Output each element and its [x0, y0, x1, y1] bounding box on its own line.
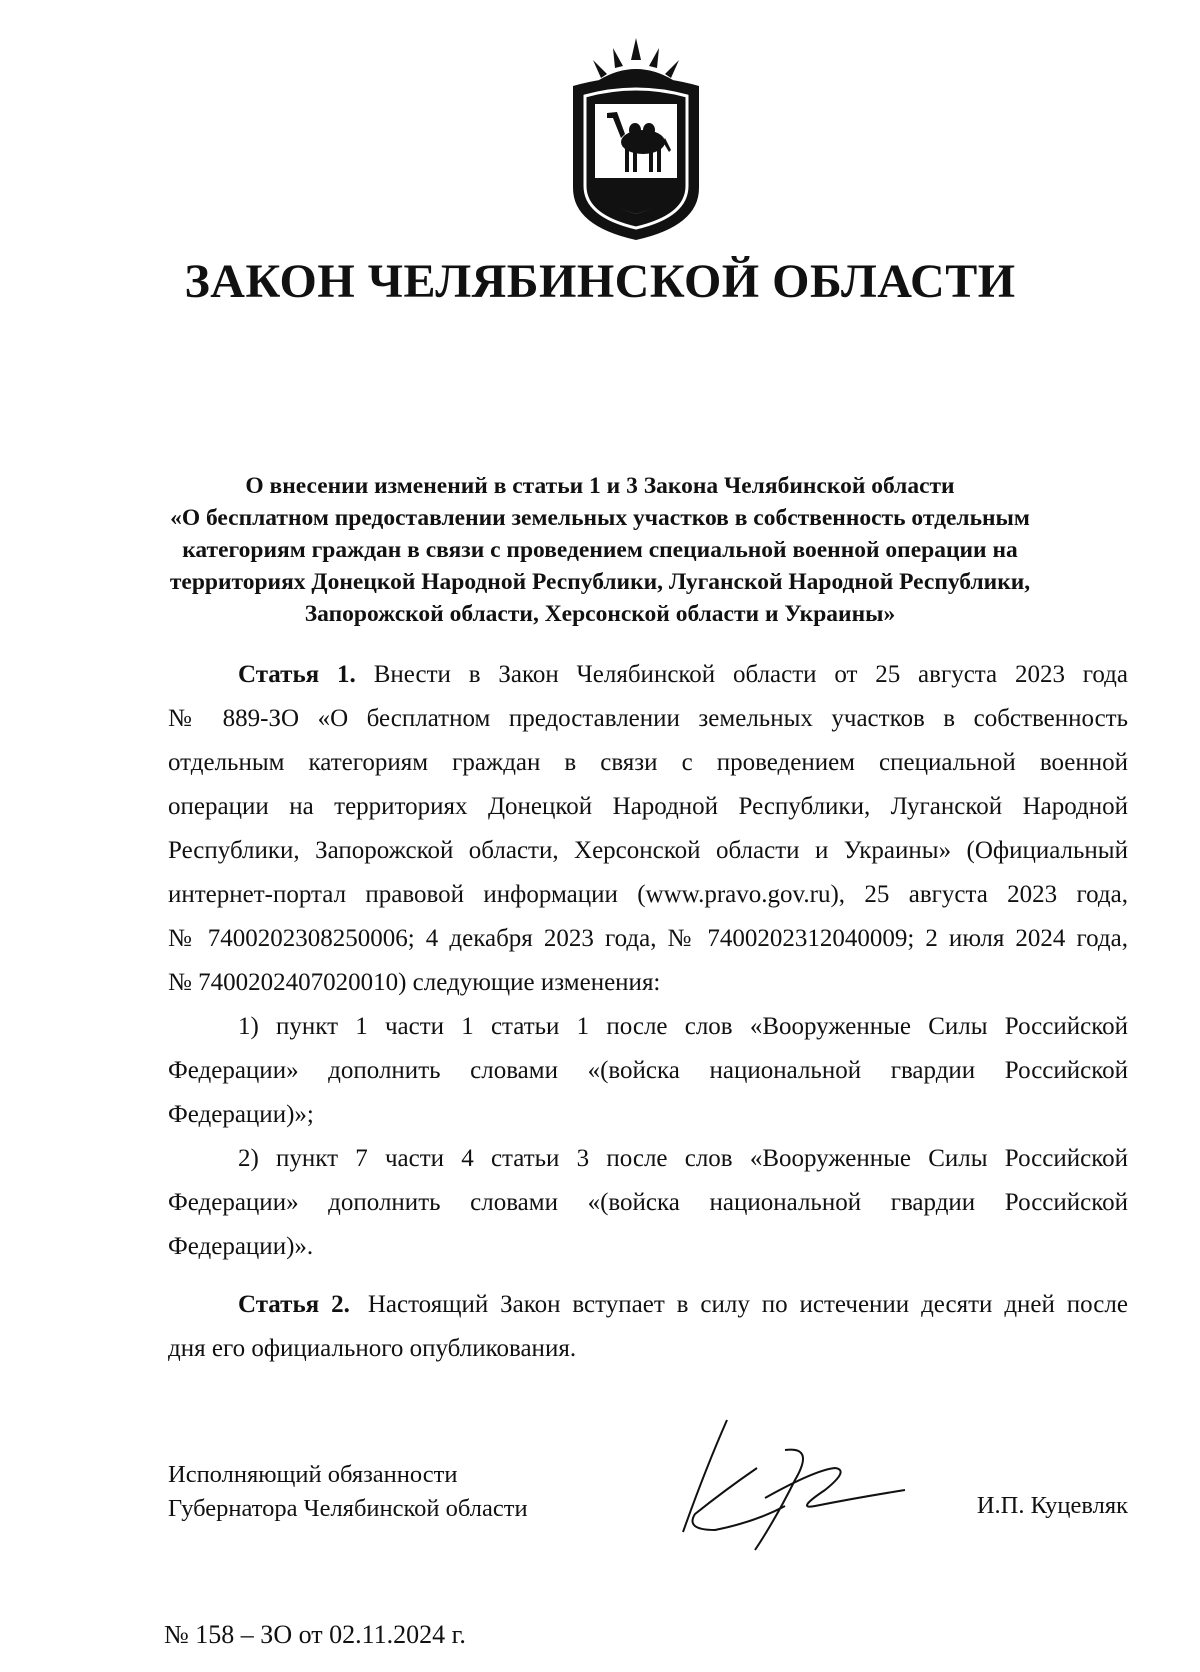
item-2-last-line: Федерации)». [168, 1233, 314, 1260]
subject-line: Запорожской области, Херсонской области и Украины» [304, 601, 896, 627]
article-1-line: операции на территориях Донецкой Народной Республики, Луганской Народной [168, 793, 1128, 820]
subject-line: территориях Донецкой Народной Республики, Луганской Народной Республики, [169, 569, 1031, 595]
law-title: ЗАКОН ЧЕЛЯБИНСКОЙ ОБЛАСТИ [184, 255, 1016, 308]
article-1-last-line: № 7400202407020010) следующие изменения: [168, 969, 661, 996]
article-2 [168, 1283, 1128, 1371]
article-1 [168, 653, 1128, 1269]
subject-line: «О бесплатном предоставлении земельных участков в собственность отдельным [170, 505, 1030, 531]
article-1-line: Республики, Запорожской области, Херсонской области и Украины» (Официальный [168, 837, 1128, 864]
item-1-last-line: Федерации)»; [168, 1101, 314, 1128]
article-1-label: Статья 1. [238, 661, 356, 688]
article-1-first-line [168, 653, 1128, 697]
coat-of-arms-emblem [561, 38, 711, 243]
article-1-intro: Внести в Закон Челябинской области от 25 августа 2023 года [373, 661, 1128, 688]
subject-line: О внесении изменений в статьи 1 и 3 Закона Челябинской области [245, 473, 955, 499]
article-2-label: Статья 2. [238, 1291, 350, 1318]
item-2-line: 2) пункт 7 части 4 статьи 3 после слов «Вооруженные Силы Российской [238, 1145, 1128, 1172]
subject-line: категориям граждан в связи с проведением специальной военной операции на [182, 537, 1018, 563]
signatory-name: И.П. Куцевляк [976, 1492, 1128, 1519]
article-1-line: № 889-ЗО «О бесплатном предоставлении земельных участков в собственность [168, 705, 1128, 732]
article-1-line: интернет-портал правовой информации (www.pravo.gov.ru), 25 августа 2023 года, [168, 881, 1128, 908]
signatory-position-line: Губернатора Челябинской области [168, 1495, 528, 1522]
article-1-line: № 7400202308250006; 4 декабря 2023 года, № 7400202312040009; 2 июля 2024 года, [168, 925, 1128, 952]
item-2-line: Федерации» дополнить словами «(войска национальной гвардии Российской [168, 1189, 1128, 1216]
signatory-position [168, 1458, 528, 1526]
article-2-text: Настоящий Закон вступает в силу по истечении десяти дней после [367, 1291, 1128, 1318]
law-subject [160, 470, 1040, 630]
item-1-line: 1) пункт 1 части 1 статьи 1 после слов «Вооруженные Силы Российской [238, 1013, 1128, 1040]
item-1-line: Федерации» дополнить словами «(войска национальной гвардии Российской [168, 1057, 1128, 1084]
signatory-position-line: Исполняющий обязанности [168, 1461, 458, 1488]
registration-number: № 158 – ЗО от 02.11.2024 г. [164, 1620, 466, 1649]
article-2-first-line [168, 1283, 1128, 1327]
article-1-line: отдельным категориям граждан в связи с проведением специальной военной [168, 749, 1128, 776]
article-2-last-line: дня его официального опубликования. [168, 1335, 577, 1362]
handwritten-signature [665, 1410, 915, 1560]
